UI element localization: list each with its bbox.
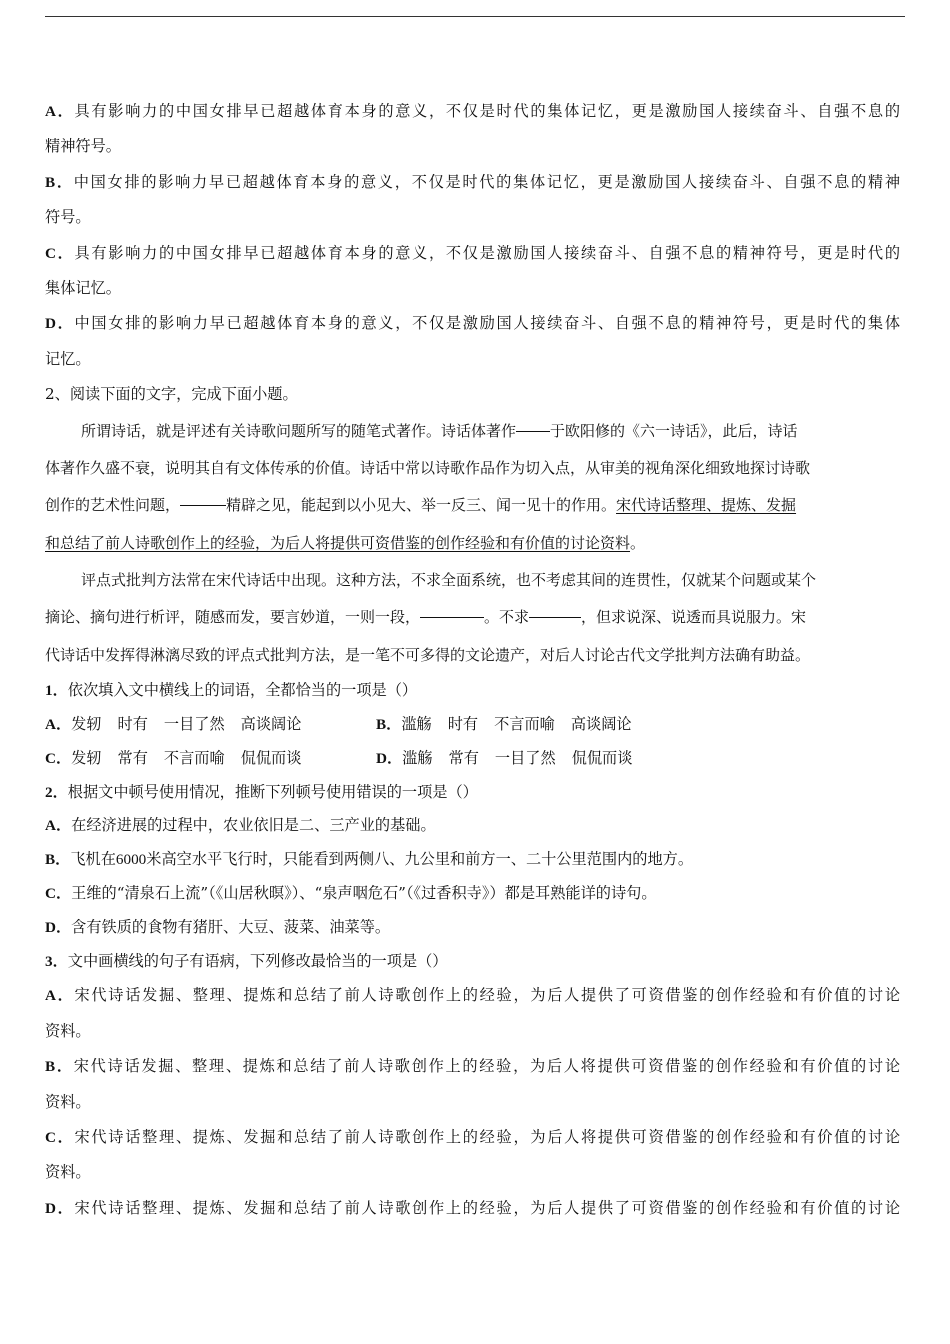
passage-text: 。不求 (484, 608, 530, 627)
option-text: 宋代诗话发掘、整理、提炼和总结了前人诗歌创作上的经验，为后人将提供可资借鉴的创作经验和有价值的讨论 (73, 1057, 900, 1076)
option-word: 时有 (117, 715, 148, 734)
option-b-line-2 (45, 200, 900, 235)
option-text: 中国女排的影响力早已超越体育本身的意义，不仅是时代的集体记忆，更是激励国人接续奋斗、自强不息的精神 (73, 172, 900, 191)
option-label: C． (45, 244, 75, 262)
question-3 (45, 945, 900, 1227)
option-text: 符号。 (45, 208, 91, 227)
option-text: 米高空水平飞行时，只能看到两侧八、九公里和前方一、二十公里范围内的地方。 (146, 850, 694, 869)
option-label: D． (45, 315, 75, 333)
option-d-line-1 (45, 306, 900, 341)
passage-text: 于欧阳修的《六一诗话》，此后，诗话 (550, 421, 798, 440)
passage-line (45, 599, 900, 636)
option-c (45, 877, 900, 911)
passage-line: 评点式批判方法常在宋代诗话中出现。这种方法，不求全面系统，也不考虑其间的连贯性，仅就某个问题或某个 (81, 571, 817, 590)
fill-blank-2 (180, 505, 226, 506)
passage-line (45, 525, 900, 562)
option-word: 一目了然 (494, 748, 556, 767)
question-stem (45, 945, 900, 979)
reading-passage (45, 413, 900, 675)
option-word: 一目了然 (163, 715, 225, 734)
passage-line: 体著作久盛不衰，说明其自有文体传承的价值。诗话中常以诗歌作品作为切入点，从审美的视角深化细致地探讨诗歌 (45, 458, 811, 477)
option-text: 集体记忆。 (45, 278, 121, 297)
option-label: B． (376, 716, 402, 734)
option-label: D． (376, 749, 403, 767)
option-word: 时有 (447, 715, 479, 734)
passage-line: 代诗话中发挥得淋漓尽致的评点式批判方法，是一笔不可多得的文论遗产，对后人讨论古代文学批判方法确有助益。 (45, 645, 811, 664)
option-word: 高谈阔论 (570, 715, 632, 734)
question-2 (45, 776, 900, 945)
underlined-sentence: 宋代诗话整理、提炼、发掘 (616, 496, 797, 515)
passage-text: 。 (630, 533, 646, 552)
option-a-line-1 (45, 94, 900, 129)
option-label: A． (45, 716, 72, 734)
option-word: 常有 (448, 748, 479, 767)
option-number: 6000 (115, 851, 147, 869)
option-c (45, 742, 376, 776)
passage-text: 精辟之见，能起到以小见大、举一反三、闻一见十的作用。 (226, 496, 617, 515)
option-b-line-2 (45, 1085, 900, 1120)
option-b (45, 843, 900, 877)
question-stem (45, 674, 900, 708)
option-a-line-1 (45, 978, 900, 1013)
option-text: 飞机在 (70, 850, 116, 869)
option-c-line-1 (45, 1120, 900, 1155)
option-d (376, 742, 632, 776)
passage-text: 所谓诗话，就是评述有关诗歌问题所写的随笔式著作。诗话体著作 (81, 421, 517, 440)
option-a (45, 708, 376, 742)
option-d (45, 911, 900, 945)
option-d-line-2 (45, 342, 900, 377)
option-label: A． (45, 987, 75, 1005)
question-number: 3． (45, 952, 68, 970)
fill-blank-3 (420, 617, 484, 618)
option-word: 高谈阔论 (240, 715, 302, 734)
option-text: 资料。 (45, 1092, 91, 1111)
option-word: 滥觞 (401, 715, 432, 734)
option-label: B． (45, 1058, 74, 1076)
option-row (45, 742, 900, 776)
option-word: 侃侃而谈 (571, 748, 633, 767)
option-text: 中国女排的影响力早已超越体育本身的意义，不仅是激励国人接续奋斗、自强不息的精神符号，更是时代的集体 (74, 314, 900, 333)
option-word: 不言而喻 (494, 715, 555, 734)
option-text: 宋代诗话整理、提炼、发掘和总结了前人诗歌创作上的经验，为后人提供了可资借鉴的创作经验和有价值的讨论 (74, 1198, 900, 1217)
option-text: 具有影响力的中国女排早已超越体育本身的意义，不仅是时代的集体记忆，更是激励国人接续奋斗、自强不息的 (74, 102, 900, 120)
option-label: D． (45, 1199, 75, 1217)
option-label: D． (45, 918, 72, 936)
prev-question-options (45, 94, 900, 377)
question-number: 1． (45, 682, 68, 700)
option-text: 含有铁质的食物有猪肝、大豆、菠菜、油菜等。 (71, 917, 391, 936)
option-c-line-2 (45, 271, 900, 306)
option-text: 精神符号。 (45, 137, 121, 156)
option-label: A． (45, 103, 75, 120)
option-text: 在经济进展的过程中，农业依旧是二、三产业的基础。 (71, 816, 436, 835)
option-word: 发轫 (71, 748, 102, 767)
option-word: 侃侃而谈 (240, 748, 302, 767)
option-a (45, 809, 900, 843)
option-b-line-1 (45, 1049, 900, 1084)
option-row (45, 708, 900, 742)
option-word: 常有 (117, 748, 148, 767)
option-text: 资料。 (45, 1163, 91, 1182)
question-1 (45, 674, 900, 775)
question-text: 依次填入文中横线上的词语，全都恰当的一项是（） (67, 681, 418, 700)
option-d-line-1 (45, 1191, 900, 1226)
question-stem (45, 776, 900, 810)
fill-blank-1 (516, 431, 550, 432)
option-label: C． (45, 749, 72, 767)
option-label: C． (45, 1128, 75, 1146)
option-label: B． (45, 851, 71, 869)
option-text: 宋代诗话发掘、整理、提炼和总结了前人诗歌创作上的经验，为后人提供了可资借鉴的创作经验和有价值的讨论 (74, 986, 900, 1005)
option-label: A． (45, 817, 72, 835)
option-text: 资料。 (45, 1021, 91, 1040)
question-number: 2． (45, 783, 68, 801)
option-text: 宋代诗话整理、提炼、发掘和总结了前人诗歌创作上的经验，为后人将提供可资借鉴的创作经验和有价值的讨论 (74, 1127, 900, 1146)
option-label: B． (45, 173, 74, 191)
passage-line (45, 413, 900, 450)
document-body (45, 94, 900, 1226)
header-rule (45, 16, 905, 17)
passage-text: ，但求说深、说透而具说服力。宋 (581, 608, 807, 627)
option-text: 记忆。 (45, 349, 91, 368)
section-heading: 2、阅读下面的文字，完成下面小题。 (45, 385, 298, 404)
option-a-line-2 (45, 129, 900, 164)
fill-blank-4 (529, 617, 581, 618)
passage-line (45, 487, 900, 524)
option-a-line-2 (45, 1014, 900, 1049)
passage-text: 摘论、摘句进行析评，随感而发，要言妙道，一则一段， (45, 608, 421, 627)
option-c-line-2 (45, 1155, 900, 1190)
option-text: 具有影响力的中国女排早已超越体育本身的意义，不仅是激励国人接续奋斗、自强不息的精神符号，更是时代的 (74, 243, 900, 262)
option-b (376, 708, 632, 742)
question-text: 根据文中顿号使用情况，推断下列顿号使用错误的一项是（） (67, 782, 478, 801)
option-c-line-1 (45, 236, 900, 271)
option-word: 不言而喻 (163, 748, 225, 767)
option-word: 滥觞 (402, 748, 433, 767)
option-label: C． (45, 885, 72, 903)
option-text: 王维的“清泉石上流”（《山居秋暝》）、“泉声咽危石”（《过香积寺》）都是耳熟能详的诗句。 (71, 884, 657, 903)
option-word: 发轫 (71, 715, 102, 734)
question-text: 文中画横线的句子有语病，下列修改最恰当的一项是（） (67, 951, 448, 970)
option-b-line-1 (45, 165, 900, 200)
underlined-sentence: 和总结了前人诗歌创作上的经验，为后人将提供可资借鉴的创作经验和有价值的讨论资料 (45, 533, 631, 552)
passage-text: 创作的艺术性问题， (45, 496, 181, 515)
